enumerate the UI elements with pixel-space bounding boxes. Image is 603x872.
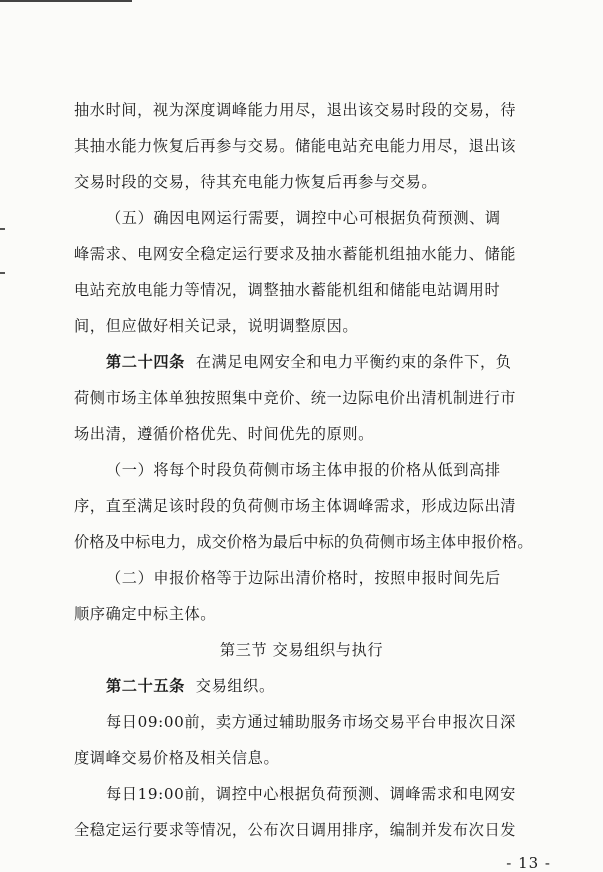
article-24-paragraph [106,344,548,380]
text-line: （二）申报价格等于边际出清价格时，按照申报时间先后 [106,569,501,587]
article-25-label: 第二十五条 [106,677,185,695]
text-line: 序，直至满足该时段的负荷侧市场主体调峰需求，形成边际出清 [74,497,517,515]
text-line: 抽水时间，视为深度调峰能力用尽，退出该交易时段的交易，待 [74,101,517,119]
text-line: （一）将每个时段负荷侧市场主体申报的价格从低到高排 [106,461,501,479]
section-heading: 第三节 交易组织与执行 [219,641,384,659]
text-line: 每日09:00前，卖方通过辅助服务市场交易平台申报次日深 [106,713,516,731]
text-line: 峰需求、电网安全稳定运行要求及抽水蓄能机组抽水能力、储能 [74,245,517,263]
text-line: 交易时段的交易，待其充电能力恢复后再参与交易。 [74,173,438,191]
text-line: 顺序确定中标主体。 [74,605,217,623]
page-number: - 13 - [506,854,551,872]
article-24-label: 第二十四条 [106,353,185,371]
text-line: 度调峰交易价格及相关信息。 [74,749,280,767]
text-line: 交易组织。 [195,677,275,695]
text-line: 电站充放电能力等情况，调整抽水蓄能机组和储能电站调用时 [74,281,501,299]
text-line: 荷侧市场主体单独按照集中竞价、统一边际电价出清机制进行市 [74,389,517,407]
text-line: 间，但应做好相关记录，说明调整原因。 [74,317,359,335]
text-line: 其抽水能力恢复后再参与交易。储能电站充电能力用尽，退出该 [74,137,517,155]
text-line: 场出清，遵循价格优先、时间优先的原则。 [74,425,374,443]
text-line: 价格及中标电力，成交价格为最后中标的负荷侧市场主体申报价格。 [74,533,533,551]
article-25-paragraph [106,668,548,704]
text-line: 在满足电网安全和电力平衡约束的条件下，负 [195,353,512,371]
text-line: 每日19:00前，调控中心根据负荷预测、调峰需求和电网安 [106,785,516,803]
text-line: （五）确因电网运行需要，调控中心可根据负荷预测、调 [106,209,501,227]
text-line: 全稳定运行要求等情况，公布次日调用排序，编制并发布次日发 [74,821,517,839]
